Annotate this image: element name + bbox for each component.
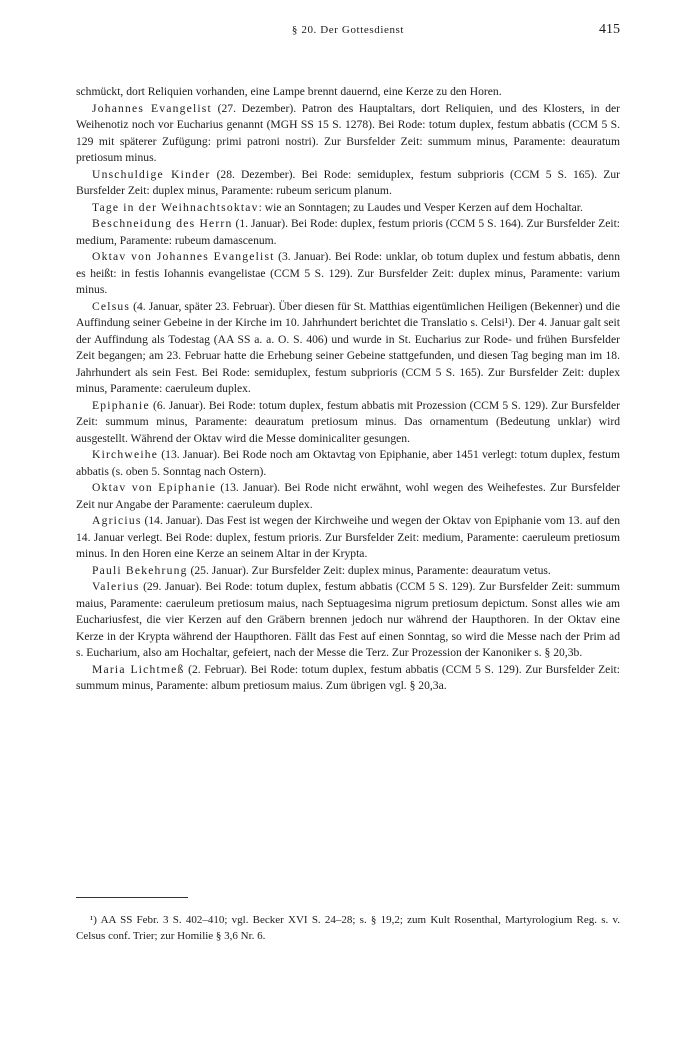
paragraph: Pauli Bekehrung (25. Januar). Zur Bursfelder Zeit: duplex minus, Paramente: deauratum vetus. (92, 563, 551, 577)
running-header (76, 24, 620, 44)
paragraph: Tage in der Weihnachtsoktav: wie an Sonntagen; zu Laudes und Vesper Kerzen auf dem Hochaltar. (92, 200, 583, 214)
feast-name: Beschneidung des Herrn (92, 217, 233, 230)
footnote: ¹) AA SS Febr. 3 S. 402–410; vgl. Becker XVI S. 24–28; s. § 19,2; zum Kult Rosenthal, Martyrologium Reg. s. v. Celsus conf. Trier; zur Homilie § 3,6 Nr. 6. (76, 914, 620, 942)
feast-name: Agricius (92, 514, 142, 527)
feast-name: Oktav von Johannes Evangelist (92, 250, 275, 263)
paragraph: schmückt, dort Reliquien vorhanden, eine Lampe brennt dauernd, eine Kerze zu den Horen. (76, 85, 502, 98)
feast-name: Pauli Bekehrung (92, 563, 188, 577)
feast-name: Maria Lichtmeß (92, 662, 185, 676)
running-title: § 20. Der Gottesdienst (291, 24, 405, 36)
paragraph: Johannes Evangelist (27. Dezember). Patron des Hauptaltars, dort Reliquien, und des Klosters, in der Weihenotiz noch vor Eucharius genannt (MGH SS 15 S. 1278). Bei Rode: totum duplex, festum abbatis (CCM 5 S. 129 mit späterer Zufügung: primi patroni nostri). Zur Bursfelder Zeit: summum minus, Paramente: deauratum pretiosum minus. (76, 101, 620, 164)
paragraph: Celsus (4. Januar, später 23. Februar). Über diesen für St. Matthias eigentümlichen Heiligen (Bekenner) und die Auffindung seiner Gebeine in der Kirche im 10. Jahrhundert berichtet die Translatio s. Celsi¹). Der 4. Januar galt seit der Auffindung als Todestag (AA SS a. a. O. S. 406) und wurde in St. Eucharius zur Rode- und frühen Bursfelder Zeit begangen; am 23. Februar hatte die Erhebung seiner Gebeine stattgefunden, und diesen Tag beging man im 18. Jahrhundert als sein Fest. Bei Rode: semiduplex, festum subprioris (CCM 5 S. 165). Zur Bursfelder Zeit: duplex minus, Paramente: caeruleum duplex. (76, 299, 620, 395)
feast-name: Unschuldige Kinder (92, 167, 211, 181)
footnote-rule (76, 897, 188, 898)
feast-name: Kirchweihe (92, 448, 159, 461)
paragraph: Maria Lichtmeß (2. Februar). Bei Rode: totum duplex, festum abbatis (CCM 5 S. 129). Zur Bursfelder Zeit: summum minus, Paramente: album pretiosum maius. Zum übrigen vgl. § 20,3a. (76, 662, 620, 692)
paragraph: Valerius (29. Januar). Bei Rode: totum duplex, festum abbatis (CCM 5 S. 129). Zur Bursfelder Zeit: summum maius, Paramente: caeruleum pretiosum maius, nach Septuagesima nigrum pretiosum depictum. Sonst alles wie am Euchariusfest, die vier Kerzen auf den Gräbern brennen jedoch nur während der Haupthoren. In der Oktav eine Kerze in der Krypta während der Haupthoren. Fällt das Fest auf einen Sonntag, so wird die Messe nach der Prim ad s. Eucharium, also am Hochaltar, gefeiert, nach der Messe die Terz. Zur Prozession der Kanoniker s. § 20,3b. (76, 580, 620, 659)
feast-name: Valerius (92, 580, 140, 593)
feast-name: Oktav von Epiphanie (92, 481, 217, 494)
feast-name: Johannes Evangelist (92, 101, 212, 115)
feast-name: Epiphanie (92, 398, 150, 412)
paragraph: Agricius (14. Januar). Das Fest ist wegen der Kirchweihe und wegen der Oktav von Epiphanie vom 13. auf den 14. Januar verlegt. Bei Rode: duplex, festum prioris. Zur Bursfelder Zeit: medium, Paramente: caeruleum pretiosum minus. In den Horen eine Kerze an seinem Altar in der Krypta. (76, 514, 620, 560)
page-number: 415 (599, 22, 620, 37)
paragraph: Kirchweihe (13. Januar). Bei Rode noch am Oktavtag von Epiphanie, aber 1451 verlegt: totum duplex, festum abbatis (s. oben 5. Sonntag nach Ostern). (76, 448, 620, 478)
paragraph: Oktav von Johannes Evangelist (3. Januar). Bei Rode: unklar, ob totum duplex und festum abbatis, denn es heißt: in festis Iohannis evangelistae (CCM 5 S. 129). Zur Bursfelder Zeit: duplex minus, Paramente: varium minus. (76, 250, 620, 296)
paragraph: Oktav von Epiphanie (13. Januar). Bei Rode nicht erwähnt, wohl wegen des Weihefestes. Zur Bursfelder Zeit nur Angabe der Paramente: caeruleum duplex. (76, 481, 620, 511)
paragraph: Epiphanie (6. Januar). Bei Rode: totum duplex, festum abbatis mit Prozession (CCM 5 S. 129). Zur Bursfelder Zeit: summum minus, Paramente: deauratum pretiosum minus. Das ornamentum (Bedeutung unklar) wird ausgestellt. Während der Oktav wird die Messe dominicaliter gesungen. (76, 398, 620, 445)
paragraph: Unschuldige Kinder (28. Dezember). Bei Rode: semiduplex, festum subprioris (CCM 5 S. 165). Zur Bursfelder Zeit: duplex minus, Paramente: rubeum sericum planum. (76, 167, 620, 197)
main-text (76, 84, 620, 695)
paragraph: Beschneidung des Herrn (1. Januar). Bei Rode: duplex, festum prioris (CCM 5 S. 164). Zur Bursfelder Zeit: medium, Paramente: rubeum damascenum. (76, 217, 621, 247)
feast-name: Celsus (92, 299, 131, 313)
feast-name: Tage in der Weihnachtsoktav (92, 200, 259, 214)
